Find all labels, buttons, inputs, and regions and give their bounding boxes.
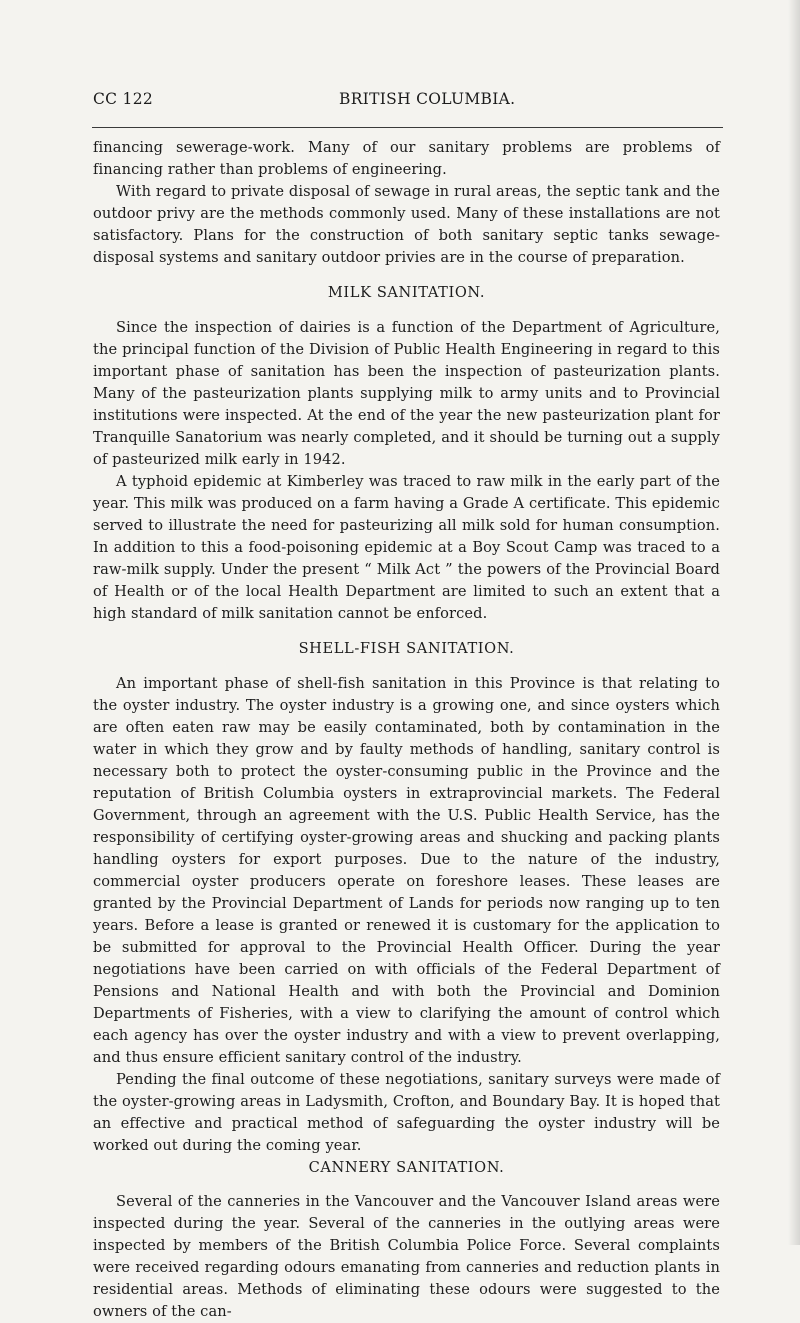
paragraph: Several of the canneries in the Vancouver and the Vancouver Island areas were inspected during the year. Several of the canneries in the outlying areas were inspected by members of the British Columbia Police Force. Several complaints were received regarding odours emanating from canneries and reduction plants in residential areas. Methods of eliminating these odours were suggested to the owners of the can-: [93, 1193, 720, 1320]
section-heading-cannery: CANNERY SANITATION.: [308, 1159, 505, 1176]
paragraph: With regard to private disposal of sewage in rural areas, the septic tank and the outdoor privy are the methods commonly used. Many of these installations are not satisfactory. Plans for the construction of both sanitary septic tanks sewage-disposal systems and sanitary outdoor privies are in the course of preparation.: [93, 183, 720, 266]
paragraph: An important phase of shell-fish sanitation in this Province is that relating to the oyster industry. The oyster industry is a growing one, and since oysters which are often eaten raw may be easily contaminated, both by contamination in the water in which they grow and by faulty methods of handling, sanitary control is necessary both to protect the oyster-consuming public in the Province and the reputation of British Columbia oysters in extraprovincial markets. The Federal Government, through an agreement with the U.S. Public Health Service, has the responsibility of certifying oyster-growing areas and shucking and packing plants handling oysters for export purposes. Due to the nature of the industry, commercial oyster producers operate on foreshore leases. These leases are granted by the Provincial Department of Lands for periods now ranging up to ten years. Before a lease is granted or renewed it is customary for the application to be submitted for approval to the Provincial Health Officer. During the year negotiations have been carried on with officials of the Federal Department of Pensions and National Health and with both the Provincial and Dominion Departments of Fisheries, with a view to clarifying the amount of control which each agency has over the oyster industry and with a view to prevent overlapping, and thus ensure efficient sanitary control of the industry.: [93, 675, 720, 1066]
running-title: BRITISH COLUMBIA.: [339, 90, 516, 108]
paragraph: Since the inspection of dairies is a function of the Department of Agriculture, the principal function of the Division of Public Health Engineering in regard to this important phase of sanitation has been the inspection of pasteurization plants. Many of the pasteurization plants supplying milk to army units and to Provincial institutions were inspected. At the end of the year the new pasteurization plant for Tranquille Sanatorium was nearly completed, and it should be turning out a supply of pasteurized milk early in 1942.: [93, 319, 720, 468]
section-heading-milk: MILK SANITATION.: [327, 284, 486, 301]
page-header: [93, 90, 723, 112]
paragraph: financing sewerage-work. Many of our sanitary problems are problems of financing rather than problems of engineering.: [93, 139, 720, 178]
paragraph: Pending the final outcome of these negotiations, sanitary surveys were made of the oyster-growing areas in Ladysmith, Crofton, and Boundary Bay. It is hoped that an effective and practical method of safeguarding the oyster industry will be worked out during the coming year.: [93, 1071, 720, 1154]
header-rule: [92, 127, 723, 128]
body-text: [93, 137, 720, 1323]
paragraph: A typhoid epidemic at Kimberley was traced to raw milk in the early part of the year. This milk was produced on a farm having a Grade A certificate. This epidemic served to illustrate the need for pasteurizing all milk sold for human consumption. In addition to this a food-poisoning epidemic at a Boy Scout Camp was traced to a raw-milk supply. Under the present “ Milk Act ” the powers of the Provincial Board of Health or of the local Health Department are limited to such an extent that a high standard of milk sanitation cannot be enforced.: [93, 473, 720, 622]
section-heading-shellfish: SHELL-FISH SANITATION.: [298, 640, 515, 657]
page-edge-shadow: [788, 0, 800, 1245]
page-code: CC 122: [93, 90, 154, 108]
